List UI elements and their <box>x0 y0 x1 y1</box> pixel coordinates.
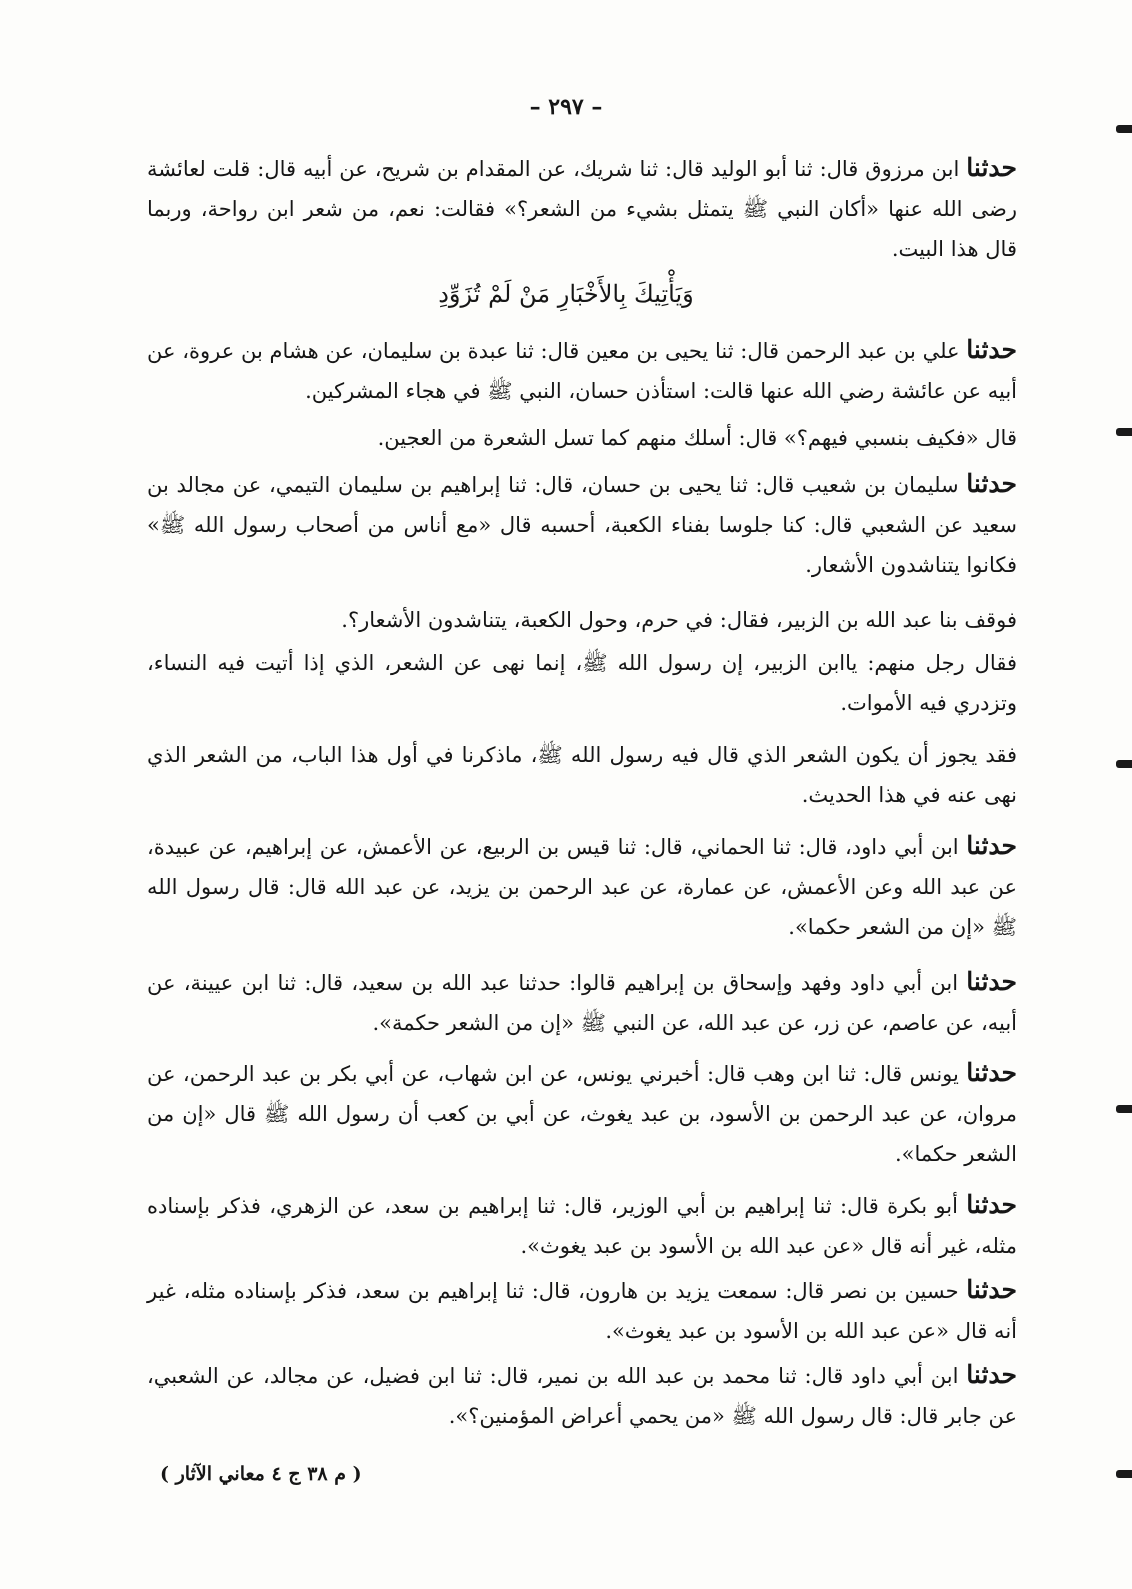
margin-marker <box>1116 1470 1132 1478</box>
text-paragraph <box>147 643 1017 723</box>
paragraph-body: ابن أبي داود، قال: ثنا الحماني، قال: ثنا قيس بن الربيع، عن الأعمش، عن إبراهيم، عن عبيدة، عن عبد الله وعن الأعمش، عن عمارة، عن عبد الرحمن بن يزيد، عن عبد الله قال: قال رسول الله ﷺ «إن من الشعر حكما». <box>147 835 1017 939</box>
paragraph-body: سليمان بن شعيب قال: ثنا يحيى بن حسان، قال: ثنا إبراهيم بن سليمان التيمي، عن مجالد بن سعيد عن الشعبي قال: كنا جلوسا بفناء الكعبة، أحسبه قال «مع أناس من أصحاب رسول الله ﷺ» فكانوا يتناشدون الأشعار. <box>147 473 1017 577</box>
hadith-opener: حدثنا <box>966 831 1017 860</box>
hadith-opener: حدثنا <box>966 1275 1017 1304</box>
hadith-opener: حدثنا <box>966 153 1017 182</box>
hadith-opener: حدثنا <box>966 1058 1017 1087</box>
hadith-paragraph <box>147 464 1017 585</box>
text-paragraph <box>147 418 1017 458</box>
hadith-opener: حدثنا <box>966 1360 1017 1389</box>
margin-marker <box>1116 1105 1132 1113</box>
paragraph-body: قال «فكيف بنسبي فيهم؟» قال: أسلك منهم كما تسل الشعرة من العجين. <box>377 426 1017 450</box>
paragraph-body: أبو بكرة قال: ثنا إبراهيم بن أبي الوزير، قال: ثنا إبراهيم بن سعد، عن الزهري، فذكر بإسناده مثله، غير أنه قال «عن عبد الله بن الأسود بن عبد يغوث». <box>147 1194 1017 1258</box>
hadith-paragraph <box>147 1270 1017 1351</box>
hadith-paragraph <box>147 330 1017 411</box>
hadith-paragraph <box>147 1053 1017 1174</box>
hadith-opener: حدثنا <box>966 1190 1017 1219</box>
hadith-opener: حدثنا <box>966 967 1017 996</box>
paragraph-body: ابن أبي داود وفهد وإسحاق بن إبراهيم قالوا: حدثنا عبد الله بن سعيد، قال: ثنا ابن عيينة، عن أبيه، عن عاصم، عن زر، عن عبد الله، عن النبي ﷺ «إن من الشعر حكمة». <box>147 971 1017 1035</box>
paragraph-body: يونس قال: ثنا ابن وهب قال: أخبرني يونس، عن ابن شهاب، عن أبي بكر بن عبد الرحمن، عن مروان، عن عبد الرحمن بن الأسود، بن عبد يغوث، عن أبي بن كعب أن رسول الله ﷺ قال «إن من الشعر حكما». <box>147 1062 1017 1166</box>
paragraph-body: علي بن عبد الرحمن قال: ثنا يحيى بن معين قال: ثنا عبدة بن سليمان، عن هشام بن عروة، عن أبيه عن عائشة رضي الله عنها قالت: استأذن حسان، النبي ﷺ في هجاء المشركين. <box>147 339 1017 403</box>
margin-marker <box>1116 760 1132 768</box>
hadith-paragraph <box>147 1185 1017 1266</box>
hadith-paragraph <box>147 962 1017 1043</box>
paragraph-body: ابن أبي داود قال: ثنا محمد بن عبد الله بن نمير، قال: ثنا ابن فضيل، عن مجالد، عن الشعبي، عن جابر قال: قال رسول الله ﷺ «من يحمي أعراض المؤمنين؟». <box>147 1364 1017 1428</box>
poetry-verse: وَيَأْتِيكَ بِالأَخْبَارِ مَنْ لَمْ تُزَوِّدِ <box>438 280 694 308</box>
hadith-opener: حدثنا <box>966 469 1017 498</box>
hadith-paragraph <box>147 1355 1017 1436</box>
paragraph-body: فقد يجوز أن يكون الشعر الذي قال فيه رسول الله ﷺ، ماذكرنا في أول هذا الباب، من الشعر الذي نهى عنه في هذا الحديث. <box>147 743 1017 807</box>
margin-marker <box>1116 125 1132 133</box>
hadith-paragraph <box>147 826 1017 947</box>
text-paragraph <box>147 600 1017 640</box>
page-number: – ٢٩٧ – <box>529 94 603 120</box>
footer-reference: ( م ٣٨ ج ٤ معاني الآثار ) <box>160 1463 362 1485</box>
margin-marker <box>1116 428 1132 436</box>
hadith-paragraph <box>147 148 1017 269</box>
paragraph-body: فقال رجل منهم: ياابن الزبير، إن رسول الله ﷺ، إنما نهى عن الشعر، الذي إذا أتيت فيه النساء، وتزدري فيه الأموات. <box>147 651 1017 715</box>
paragraph-body: ابن مرزوق قال: ثنا أبو الوليد قال: ثنا شريك، عن المقدام بن شريح، عن أبيه قال: قلت لعائشة رضى الله عنها «أكان النبي ﷺ يتمثل بشيء من الشعر؟» فقالت: نعم، من شعر ابن رواحة، وربما قال هذا البيت. <box>147 157 1017 261</box>
text-paragraph <box>147 735 1017 815</box>
paragraph-body: فوقف بنا عبد الله بن الزبير، فقال: في حرم، وحول الكعبة، يتناشدون الأشعار؟. <box>341 608 1017 632</box>
paragraph-body: حسين بن نصر قال: سمعت يزيد بن هارون، قال: ثنا إبراهيم بن سعد، فذكر بإسناده مثله، غير أنه قال «عن عبد الله بن الأسود بن عبد يغوث». <box>147 1279 1017 1343</box>
hadith-opener: حدثنا <box>966 335 1017 364</box>
